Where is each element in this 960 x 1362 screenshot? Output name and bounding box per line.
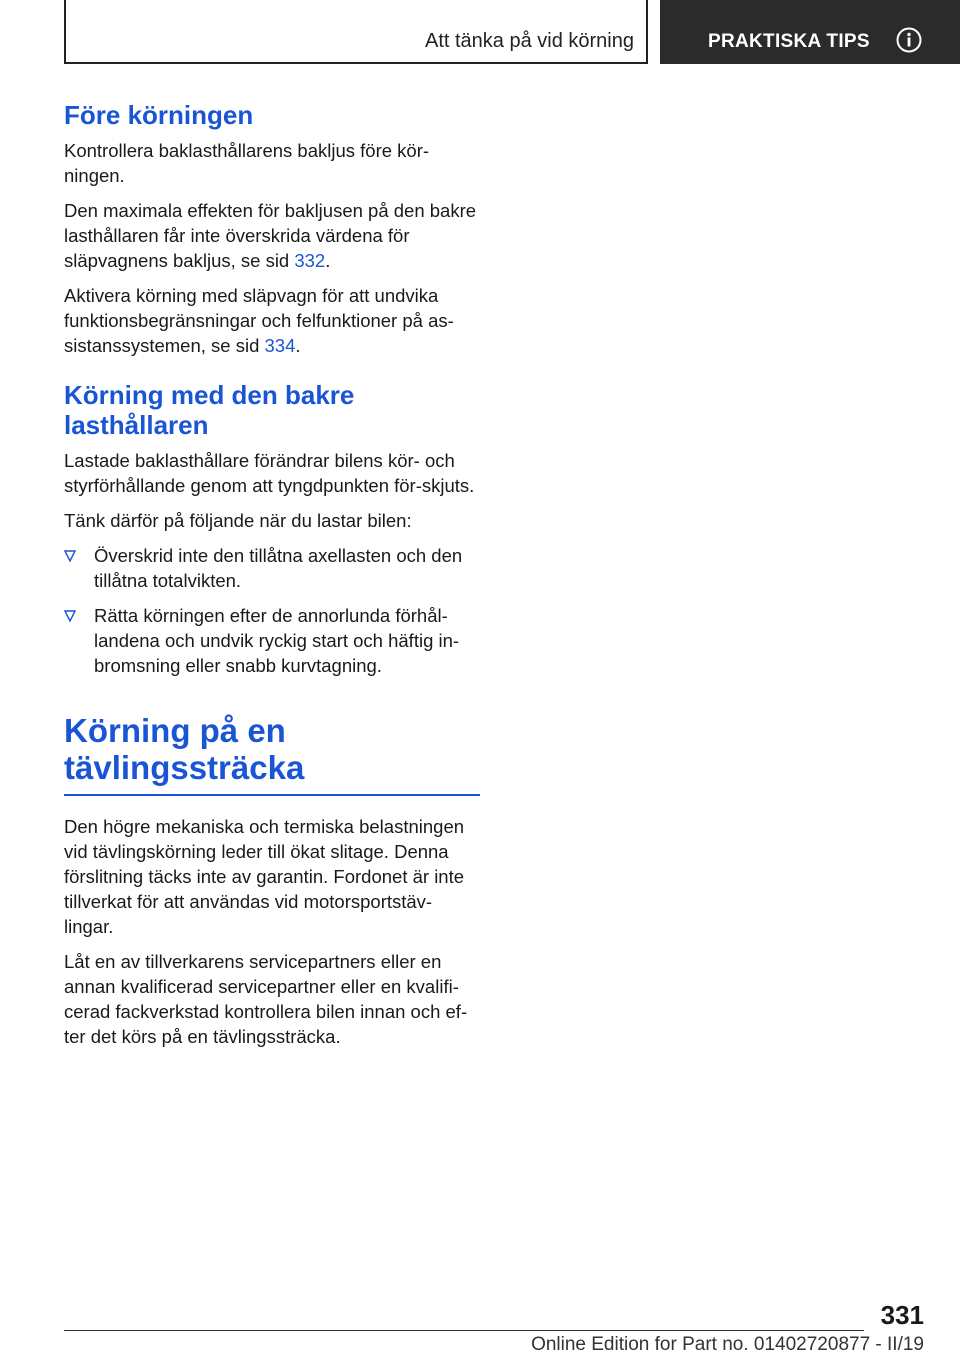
header-chapter-box [64, 0, 648, 64]
paragraph: Kontrollera baklasthållarens bakljus före kör-ningen. [64, 140, 430, 186]
chapter-divider [64, 794, 480, 796]
paragraph: Låt en av tillverkarens servicepartners eller en annan kvalificerad servicepartner eller en kvalifi-cerad fackverkstad kontrollera bilen innan och ef-ter det körs på en tävlingssträcka. [64, 951, 468, 1047]
page-content [64, 100, 480, 1059]
info-icon [896, 27, 922, 53]
section-heading-before-driving: Före körningen [64, 100, 254, 130]
list-item: Rätta körningen efter de annorlunda förhål-landena och undvik ryckig start och häftig in-bromsning eller snabb kurvtagning. [64, 603, 480, 678]
header-section-box [660, 0, 960, 64]
section-heading-rear-carrier: Körning med den bakre lasthållaren [64, 380, 355, 440]
paragraph: Lastade baklasthållare förändrar bilens kör- och styrförhållande genom att tyngdpunkten för-skjuts. [64, 450, 475, 496]
bullet-list [64, 543, 480, 678]
paragraph: Den maximala effekten för bakljusen på den bakre lasthållaren får inte överskrida värdena för släpvagnens bakljus, se sid 332. [64, 200, 477, 271]
chapter-heading-race-track: Körning på en tävlingssträcka [64, 712, 305, 786]
edition-info: Online Edition for Part no. 01402720877 - II/19 [531, 1334, 924, 1355]
page-number: 331 [880, 1300, 924, 1330]
list-item: Överskrid inte den tillåtna axellasten och den tillåtna totalvikten. [64, 543, 480, 593]
footer-divider [64, 1330, 864, 1331]
chapter-title: Att tänka på vid körning [424, 30, 634, 52]
page-link-334[interactable]: 334 [264, 335, 296, 356]
paragraph: Aktivera körning med släpvagn för att undvika funktionsbegränsningar och felfunktioner på as-sistanssystemen, se sid 334. [64, 285, 454, 356]
section-label: PRAKTISKA TIPS [708, 31, 870, 52]
paragraph: Den högre mekaniska och termiska belastningen vid tävlingskörning leder till ökat slitage. Denna förslitning täcks inte av garantin. Fordonet är inte tillverkat för att användas vid motorsportstäv-lingar. [64, 816, 465, 937]
page-link-332[interactable]: 332 [294, 250, 326, 271]
paragraph: Tänk därför på följande när du lastar bilen: [64, 510, 412, 531]
triangle-bullet-icon [64, 550, 76, 562]
triangle-bullet-icon [64, 610, 76, 622]
